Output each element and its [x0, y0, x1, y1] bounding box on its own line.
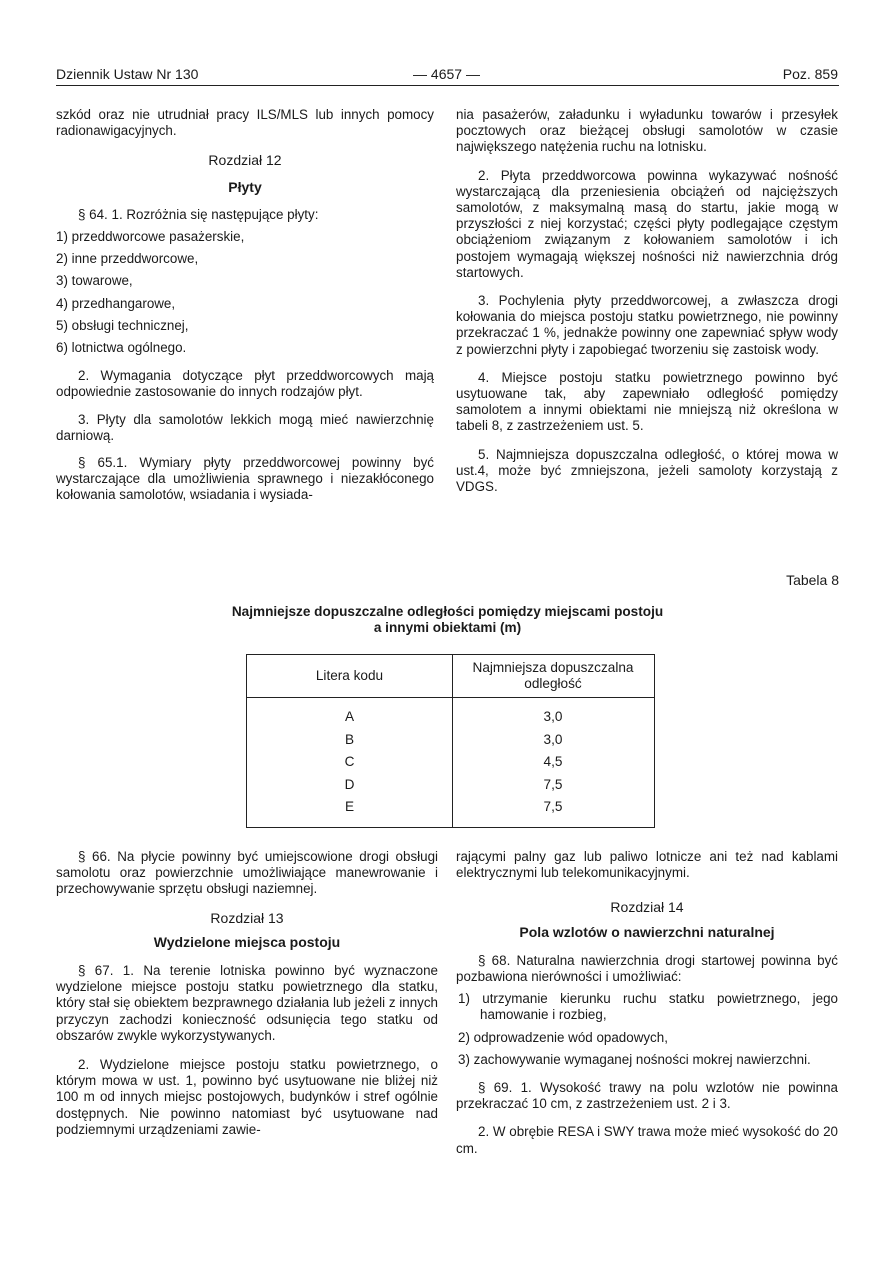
list-item: 1) przeddworcowe pasażerskie, [56, 229, 245, 245]
bottom-left-column [56, 849, 438, 1138]
journal-title: Dziennik Ustaw Nr 130 [56, 66, 199, 82]
table-cell-code: A [344, 709, 355, 724]
chapter-heading: Rozdział 14 [610, 899, 684, 916]
header-line: odległość [524, 676, 582, 691]
table-cell-code: B [344, 732, 355, 747]
paragraph: § 64. 1. Rozróżnia się następujące płyty: [78, 206, 319, 222]
bottom-right-column [456, 849, 838, 1157]
table-cell-distance: 7,5 [543, 777, 563, 792]
paragraph: 3. Płyty dla samolotów lekkich mogą mieć nawierzchnię darniową. [56, 411, 434, 443]
list-item: 2) inne przeddworcowe, [56, 251, 199, 267]
column-header-distance [453, 655, 653, 697]
paragraph: § 67. 1. Na terenie lotniska powinno być wyznaczone wydzielone miejsce postoju statku powietrznego dla statku, który stał się obiektem bezprawnego działania lub jeżeli z innych przyczyn zachodzi konieczność odsunięcia tego statku od obszarów zwykle wykorzystywanych. [56, 963, 438, 1043]
table-cell-distance: 3,0 [543, 709, 563, 724]
paragraph: § 68. Naturalna nawierzchnia drogi startowej powinna być pozbawiona nierówności i umożliwiać: [456, 952, 838, 985]
table-title-line: Najmniejsze dopuszczalne odległości pomiędzy miejscami postoju [231, 604, 664, 619]
table-cell-distance: 4,5 [543, 754, 563, 769]
chapter-title: Pola wzlotów o nawierzchni naturalnej [519, 923, 775, 940]
header-rule [56, 85, 839, 86]
table-label: Tabela 8 [786, 572, 839, 588]
chapter-heading: Rozdział 12 [208, 152, 282, 169]
paragraph: nia pasażerów, załadunku i wyładunku towarów i przesyłek pocztowych oraz bieżącej obsługi samolotów w czasie największego natężenia ruchu na lotnisku. [456, 107, 838, 155]
table-cell-distance: 3,0 [543, 732, 563, 747]
chapter-title: Płyty [228, 178, 262, 195]
paragraph: 2. W obrębie RESA i SWY trawa może mieć wysokość do 20 cm. [456, 1124, 838, 1156]
paragraph: szkód oraz nie utrudniał pracy ILS/MLS lub innych pomocy radionawigacyjnych. [56, 107, 434, 139]
list-item: 1) utrzymanie kierunku ruchu statku powietrznego, jego hamowanie i rozbieg, [458, 991, 838, 1023]
table-cell-code: C [344, 754, 355, 769]
list-item: 2) odprowadzenie wód opadowych, [458, 1029, 668, 1045]
chapter-heading: Rozdział 13 [210, 909, 284, 926]
table-cell-code: D [344, 777, 355, 792]
paragraph: § 65.1. Wymiary płyty przeddworcowej powinny być wystarczające dla umożliwienia sprawnego i niezakłóconego kołowania samolotów, wsiadania i wysiada- [56, 455, 434, 503]
chapter-title: Wydzielone miejsca postoju [153, 933, 341, 950]
list-item: 3) towarowe, [56, 273, 133, 289]
top-right-column [456, 107, 838, 495]
list-item: 4) przedhangarowe, [56, 295, 176, 311]
list-item: 5) obsługi technicznej, [56, 317, 189, 333]
table-cell-code: E [344, 799, 355, 814]
header-line: Najmniejsza dopuszczalna [472, 660, 634, 675]
position-number: Poz. 859 [782, 66, 838, 82]
paragraph: 4. Miejsce postoju statku powietrznego powinno być usytuowane tak, aby zapewniało odległość pomiędzy samolotem a innymi obiektami nie mniejszą niż określona w tabeli 8, z zastrzeżeniem ust. 5. [456, 369, 838, 434]
column-header-code: Litera kodu [315, 668, 384, 683]
paragraph: 2. Wymagania dotyczące płyt przeddworcowych mają odpowiednie zastosowanie do innych rodzajów płyt. [56, 368, 434, 400]
top-left-column [56, 107, 434, 504]
paragraph: 2. Płyta przeddworcowa powinna wykazywać nośność wystarczającą dla przeniesienia obciążeń od najcięższych samolotów, z maksymalną masą do startu, jakie mogą w przyszłości z niej korzystać; części płyty podlegające częstym obciążeniom związanym z kołowaniem samolotów i ich postojem wymagają większej nośności niż nawierzchnia dróg startowych. [456, 167, 838, 280]
paragraph: rającymi palny gaz lub paliwo lotnicze ani też nad kablami elektrycznymi lub telekomunikacyjnymi. [456, 849, 838, 881]
distance-table [246, 654, 655, 828]
paragraph: § 66. Na płycie powinny być umiejscowione drogi obsługi samolotu oraz powierzchnie umożliwiające manewrowanie i przechowywanie sprzętu obsługi naziemnej. [56, 849, 438, 897]
table-title-line: a innymi obiektami (m) [373, 620, 522, 635]
table-title [56, 604, 839, 636]
table-cell-distance: 7,5 [543, 799, 563, 814]
list-item: 6) lotnictwa ogólnego. [56, 340, 187, 356]
paragraph: 2. Wydzielone miejsce postoju statku powietrznego, o którym mowa w ust. 1, powinno być usytuowane nie bliżej niż 100 m od innych miejsc postojowych, budynków i stref ogólnie dostępnych. Nie powinno natomiast być usytuowane nad podziemnymi urządzeniami zawie- [56, 1057, 438, 1137]
paragraph: § 69. 1. Wysokość trawy na polu wzlotów nie powinna przekraczać 10 cm, z zastrzeżeniem ust. 2 i 3. [456, 1080, 838, 1112]
page-number: — 4657 — [413, 66, 480, 82]
table-divider [247, 697, 654, 698]
paragraph: 3. Pochylenia płyty przeddworcowej, a zwłaszcza drogi kołowania do miejsca postoju statku powietrznego, nie powinny przekraczać 1 %, jednakże powinny one zapewniać spływ wody z powierzchni płyty i zapobiegać tworzeniu się zastoisk wody. [456, 293, 838, 357]
list-item: 3) zachowywanie wymaganej nośności mokrej nawierzchni. [458, 1051, 811, 1067]
paragraph: 5. Najmniejsza dopuszczalna odległość, o której mowa w ust.4, może być zmniejszona, jeżeli samoloty korzystają z VDGS. [456, 446, 838, 495]
